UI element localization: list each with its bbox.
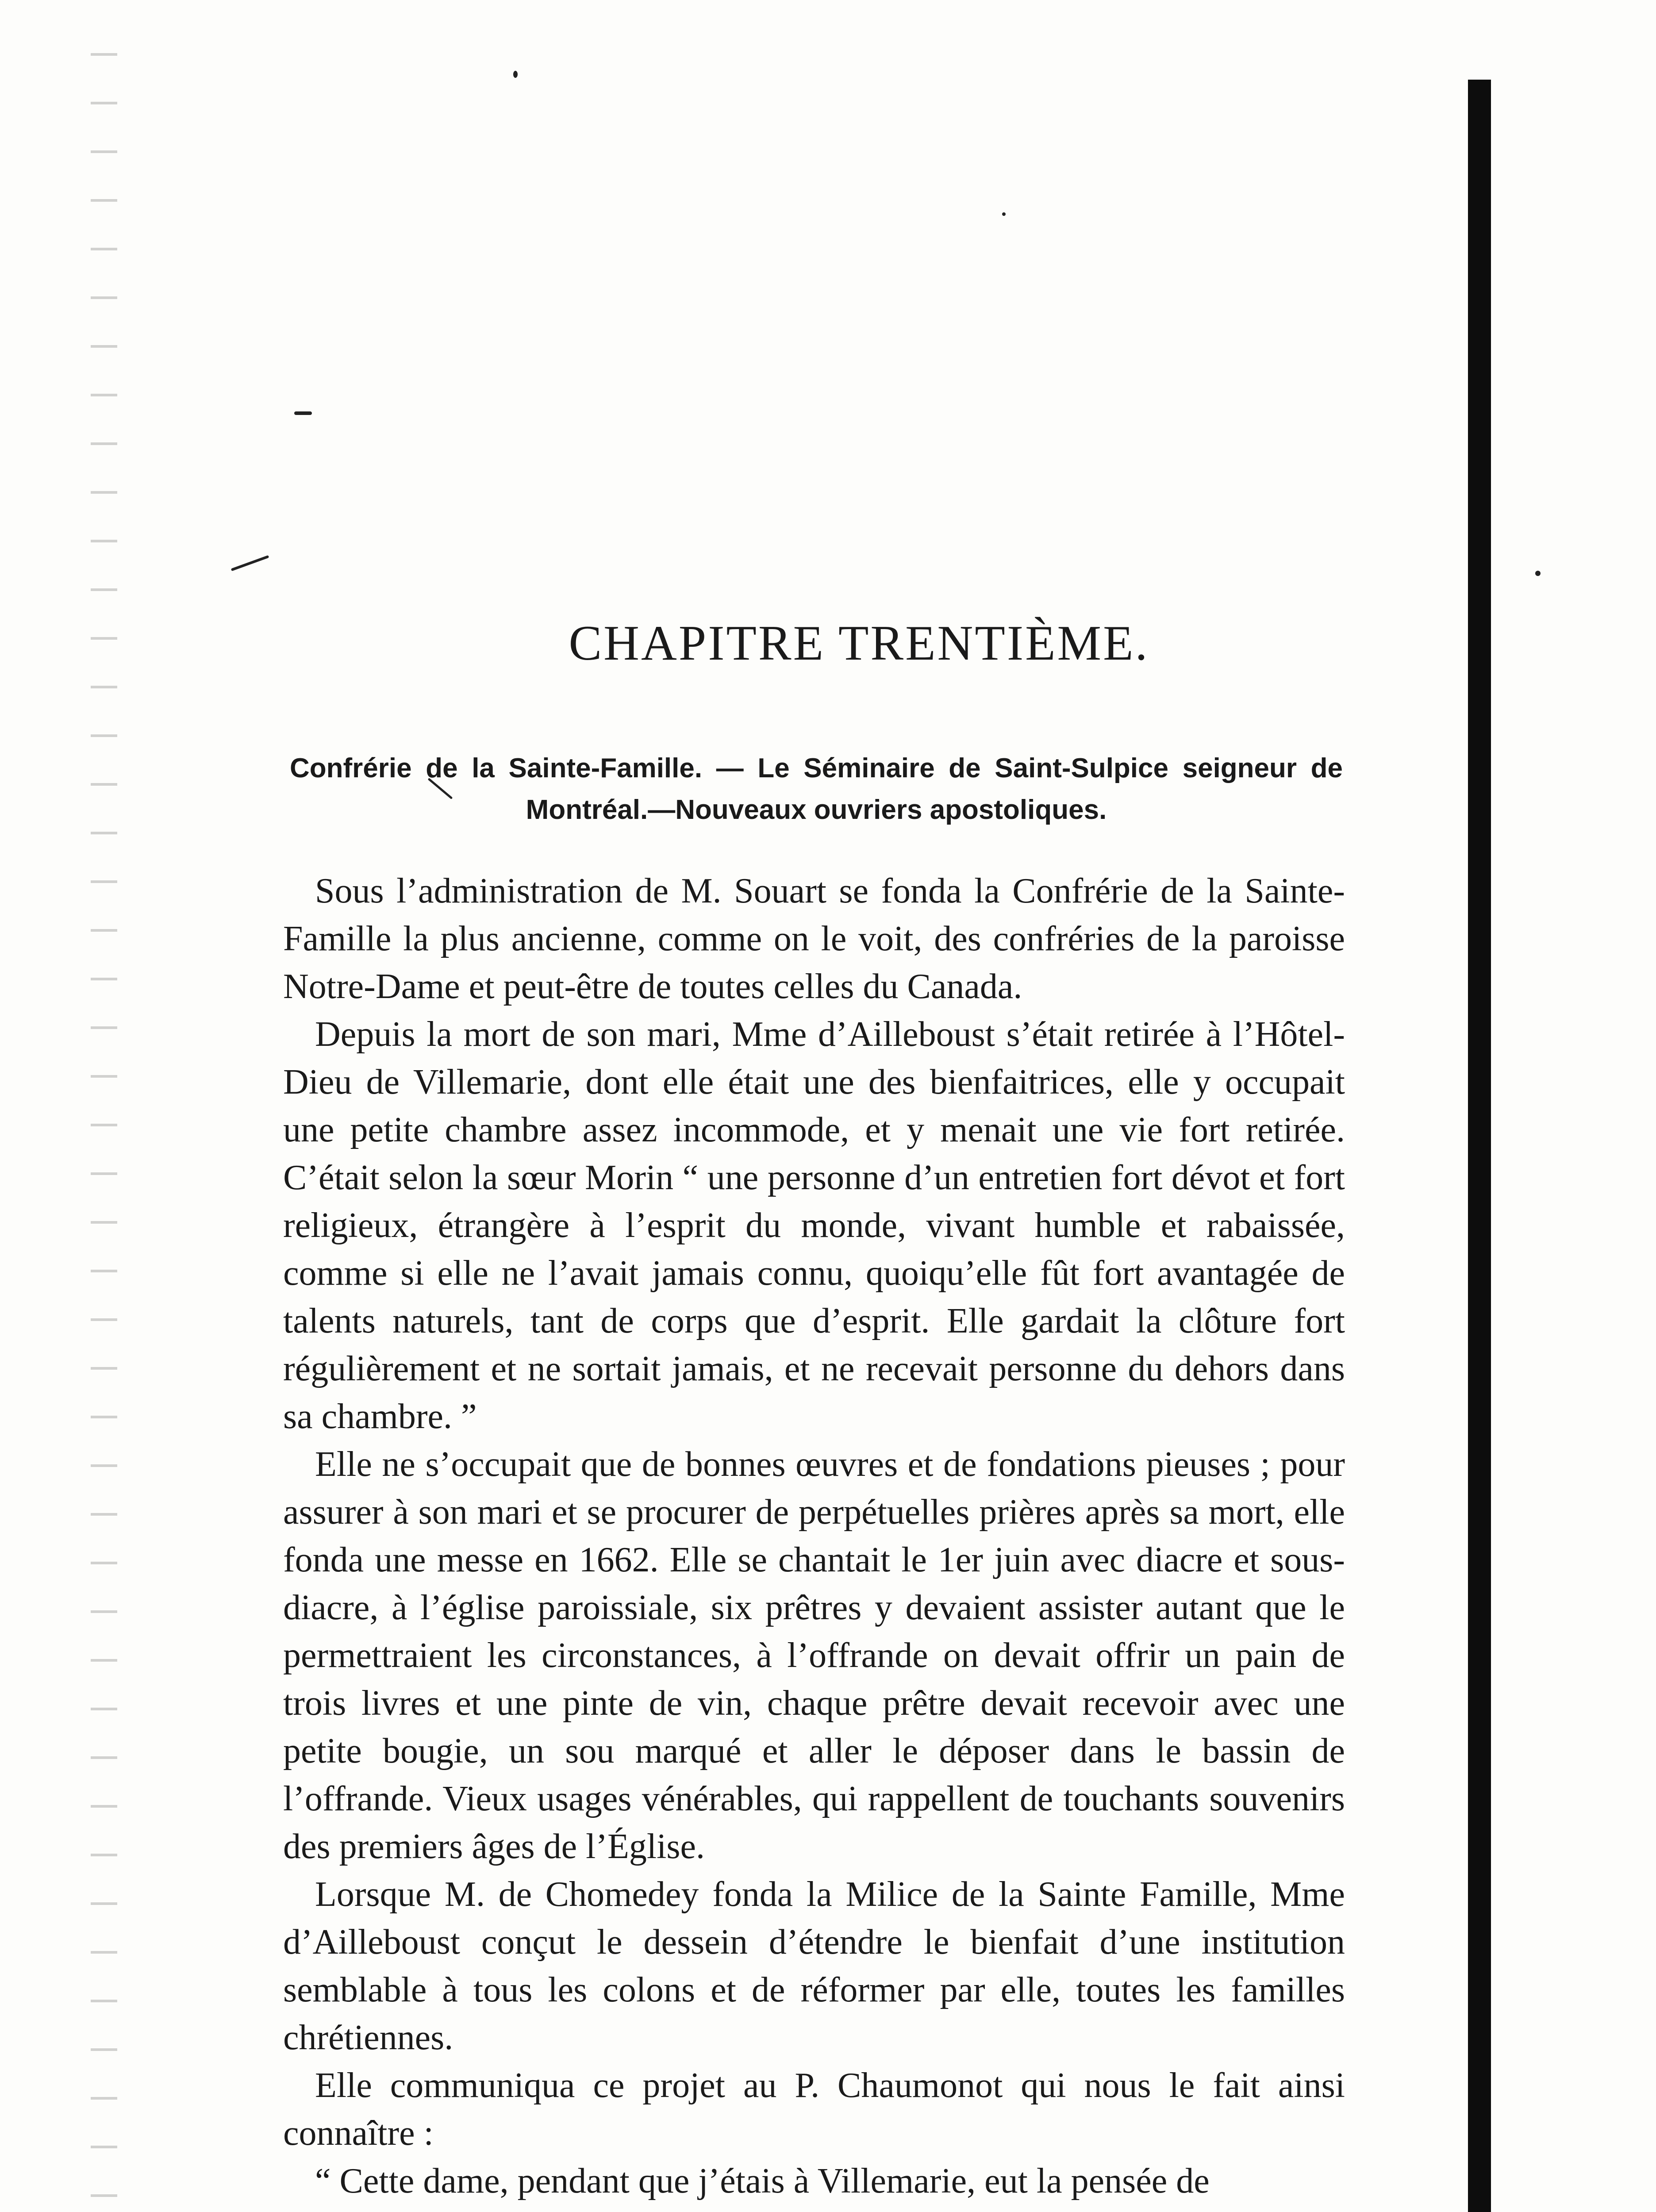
scan-speck	[231, 555, 269, 571]
body-text	[283, 867, 1345, 2205]
paragraph: Depuis la mort de son mari, Mme d’Ailleboust s’était retirée à l’Hôtel-Dieu de Villemarie, dont elle était une des bienfaitrices, elle y occupait une petite chambre assez incommode, et y menait une vie fort retirée. C’était selon la sœur Morin “ une personne d’un entretien fort dévot et fort religieux, étrangère à l’esprit du monde, vivant humble et rabaissée, comme si elle ne l’avait jamais connu, quoiqu’elle fût fort avantagée de talents naturels, tant de corps que d’esprit. Elle gardait la clôture fort régulièrement et ne sortait jamais, et ne recevait personne du dehors dans sa chambre. ”	[283, 1015, 1345, 1436]
paragraph: Elle ne s’occupait que de bonnes œuvres et de fondations pieuses ; pour assurer à son mari et se procurer de perpétuelles prières après sa mort, elle fonda une messe en 1662. Elle se chantait le 1er juin avec diacre et sous-diacre, à l’église paroissiale, six prêtres y devaient assister autant que le permettraient les circonstances, à l’offrande on devait offrir un pain de trois livres et une pinte de vin, chaque prêtre devait recevoir avec une petite bougie, un sou marqué et aller le déposer dans le bassin de l’offrande. Vieux usages vénérables, qui rappellent de touchants souvenirs des premiers âges de l’Église.	[283, 1445, 1345, 1866]
chapter-summary: Confrérie de la Sainte-Famille. — Le Séminaire de Saint-Sulpice seigneur de Montréal.—Nouveaux ouvriers apostoliques.	[290, 753, 1343, 825]
paragraph: Lorsque M. de Chomedey fonda la Milice de la Sainte Famille, Mme d’Ailleboust conçut le dessein d’étendre le bienfait d’une institution semblable à tous les colons et de réformer par elle, toutes les familles chrétiennes.	[283, 1875, 1345, 2057]
scan-speck	[294, 411, 312, 415]
scan-margin-marks	[91, 53, 117, 2212]
scan-speck	[513, 71, 518, 78]
scan-speck	[1535, 571, 1541, 576]
chapter-title: CHAPITRE TRENTIÈME.	[569, 616, 1149, 671]
scan-speck	[1002, 212, 1006, 216]
paragraph: “ Cette dame, pendant que j’étais à Villemarie, eut la pensée de	[315, 2162, 1210, 2200]
paragraph: Sous l’administration de M. Souart se fonda la Confrérie de la Sainte-Famille la plus ancienne, comme on le voit, des confréries de la paroisse Notre-Dame et peut-être de toutes celles du Canada.	[283, 872, 1345, 1006]
binding-edge	[1468, 80, 1491, 2212]
paragraph: Elle communiqua ce projet au P. Chaumonot qui nous le fait ainsi connaître :	[283, 2066, 1345, 2153]
